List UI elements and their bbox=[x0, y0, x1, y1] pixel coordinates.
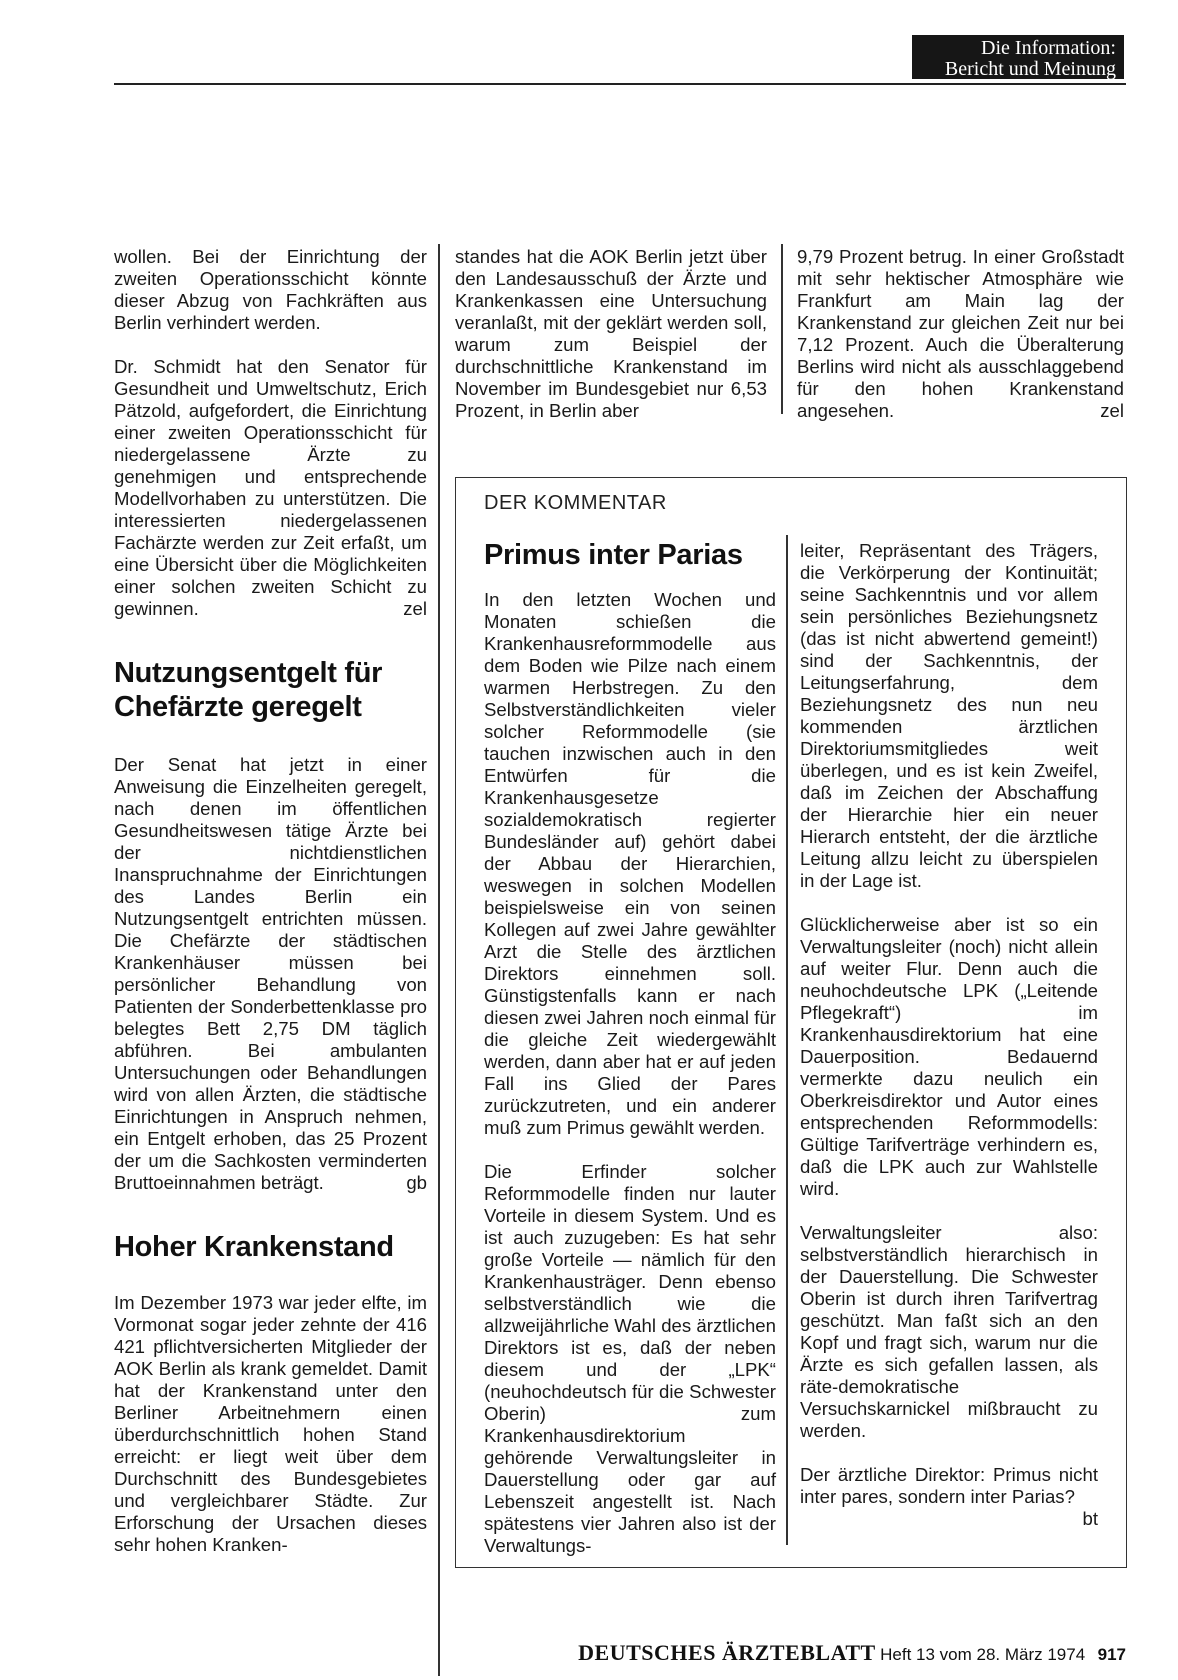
author-initials: bt bbox=[1082, 1508, 1098, 1529]
author-initials: gb bbox=[406, 1172, 427, 1193]
paragraph bbox=[800, 1464, 1098, 1529]
paragraph: standes hat die AOK Berlin jetzt über den Landesausschuß der Ärzte und Krankenkassen eine Untersuchung veranlaßt, mit der geklärt werden soll, warum zum Beispiel der durchschnittliche Krankenstand im November im Bundesgebiet nur 6,53 Prozent, in Berlin aber bbox=[455, 246, 767, 421]
section-badge-line2: Bericht und Meinung bbox=[944, 58, 1116, 80]
commentary-title: Primus inter Parias bbox=[484, 539, 743, 571]
paragraph bbox=[797, 246, 1124, 422]
page-footer bbox=[500, 1640, 1126, 1666]
column-divider bbox=[438, 244, 440, 1676]
page-number: 917 bbox=[1097, 1645, 1126, 1664]
commentary-right-column bbox=[800, 540, 1098, 1530]
paragraph: wollen. Bei der Einrichtung der zweiten Operationsschicht könnte dieser Abzug von Fachkräften aus Berlin verhindert werden. bbox=[114, 246, 427, 333]
column-2-top bbox=[455, 246, 767, 422]
paragraph: leiter, Repräsentant des Trägers, die Verkörperung der Kontinuität; seine Sachkenntnis und vor allem sein persönliches Beziehungsnetz (das ist nicht abwertend gemeint!) sind der Sachkenntnis, der Leitungserfahrung, dem Beziehungsnetz des nun neu kommenden ärztlichen Direktoriumsmitgliedes weit überlegen, und es ist kein Zweifel, daß im Zeichen der Abschaffung der Hierarchie hier ein neuer Hierarch entsteht, der die ärztliche Leitung allzu leicht zu überspielen in der Lage ist. bbox=[800, 540, 1098, 891]
author-initials: zel bbox=[403, 598, 427, 619]
commentary-kicker: DER KOMMENTAR bbox=[484, 492, 667, 514]
column-1 bbox=[114, 246, 427, 1556]
paragraph: Im Dezember 1973 war jeder elfte, im Vormonat sogar jeder zehnte der 416 421 pflichtversicherten Mitglieder der AOK Berlin als krank gemeldet. Damit hat der Krankenstand unter den Berliner Arbeitnehmern einen überdurchschnittlich hohen Stand erreicht: er liegt weit über dem Durchschnitt des Bundesgebietes und vergleichbarer Städte. Zur Erforschung der Ursachen dieses sehr hohen Kranken- bbox=[114, 1292, 427, 1555]
headline-line: Nutzungsentgelt für bbox=[114, 657, 383, 689]
paragraph: Verwaltungsleiter also: selbstverständlich hierarchisch in der Dauerstellung. Die Schwester Oberin ist durch ihren Tarifvertrag geschützt. Man faßt sich an den Kopf und fragt sich, warum nur die Ärzte es sich gefallen lassen, als räte-demokratische Versuchskarnickel mißbraucht zu werden. bbox=[800, 1222, 1098, 1441]
journal-name: DEUTSCHES ÄRZTEBLATT bbox=[578, 1640, 876, 1665]
article-headline: Hoher Krankenstand bbox=[114, 1231, 394, 1263]
commentary-left-column bbox=[484, 589, 776, 1557]
commentary-divider bbox=[786, 535, 788, 1545]
paragraph: In den letzten Wochen und Monaten schießen die Krankenhausreformmodelle aus dem Boden wie Pilze nach einem warmen Herbstregen. Zu den Selbstverständlichkeiten vieler solcher Reformmodelle (sie tauchen inzwischen auch in den Entwürfen für die Krankenhausgesetze sozialdemokratisch regierter Bundesländer auf) gehört dabei der Abbau der Hierarchien, weswegen in solchen Modellen beispielsweise ein von seinen Kollegen auf zwei Jahre gewählter Arzt die Stelle des ärztlichen Direktors einnehmen soll. Günstigstenfalls kann er nach diesen zwei Jahren noch einmal für die gleiche Zeit wiedergewählt werden, dann aber hat er auf jeden Fall ins Glied der Pares zurückzutreten, und ein anderer muß zum Primus gewählt werden. bbox=[484, 589, 776, 1138]
paragraph-text: Der Senat hat jetzt in einer Anweisung die Einzelheiten geregelt, nach denen im öffentlichen Gesundheitswesen tätige Ärzte bei der nichtdienstlichen Inanspruchnahme der Einrichtungen des Landes Berlin ein Nutzungsentgelt entrichten müssen. Die Chefärzte der städtischen Krankenhäuser müssen bei persönlicher Behandlung von Patienten der Sonderbettenklasse pro belegtes Bett 2,75 DM täglich abführen. Bei ambulanten Untersuchungen oder Behandlungen wird von allen Ärzten, die städtische Einrichtungen in Anspruch nehmen, ein Entgelt erhoben, das 25 Prozent der um die Sachkosten verminderten Bruttoeinnahmen beträgt. bbox=[114, 754, 427, 1193]
author-initials: zel bbox=[1100, 400, 1124, 421]
paragraph: Die Erfinder solcher Reformmodelle finden nur lauter Vorteile in diesem System. Und es ist auch zuzugeben: Es hat sehr große Vorteile — nämlich für den Krankenhausträger. Denn ebenso selbstverständlich wie die allzweijährliche Wahl des ärztlichen Direktors ist es, daß der neben diesem und der „LPK“ (neuhochdeutsch für die Schwester Oberin) zum Krankenhausdirektorium gehörende Verwaltungsleiter in Dauerstellung oder gar auf Lebenszeit angestellt ist. Nach spätestens vier Jahren also ist der Verwaltungs- bbox=[484, 1161, 776, 1556]
section-badge-line1: Die Information: bbox=[981, 37, 1116, 59]
column-3-top bbox=[797, 246, 1124, 422]
paragraph: Glücklicherweise aber ist so ein Verwaltungsleiter (noch) nicht allein auf weiter Flur. Denn auch die neuhochdeutsche LPK („Leitende Pflegekraft“) im Krankenhausdirektorium hat eine Dauerposition. Bedauernd vermerkte dazu neulich ein Oberkreisdirektor und Autor eines entsprechenden Reformmodells: Gültige Tarifverträge verhindern es, daß die LPK auch zur Wahlstelle wird. bbox=[800, 914, 1098, 1199]
paragraph-text: Dr. Schmidt hat den Senator für Gesundheit und Umweltschutz, Erich Pätzold, aufgefordert, die Einrichtung einer zweiten Operationsschicht für niedergelassene Ärzte zu genehmigen und entsprechende Modellvorhaben zu unterstützen. Die interessierten niedergelassenen Fachärzte werden zur Zeit erfaßt, um eine Übersicht über die Möglichkeiten einer solchen zweiten Schicht zu gewinnen. bbox=[114, 356, 427, 619]
column-divider bbox=[781, 244, 783, 414]
paragraph bbox=[114, 356, 427, 620]
paragraph-text: 9,79 Prozent betrug. In einer Großstadt mit sehr hektischer Atmosphäre wie Frankfurt am Main lag der Krankenstand zur gleichen Zeit nur bei 7,12 Prozent. Auch die Überalterung Berlins wird nicht als ausschlaggebend für den hohen Krankenstand angesehen. bbox=[797, 246, 1124, 421]
headline-line: Chefärzte geregelt bbox=[114, 691, 362, 723]
section-badge bbox=[912, 35, 1124, 79]
paragraph-text: Der ärztliche Direktor: Primus nicht inter pares, sondern inter Parias? bbox=[800, 1464, 1098, 1507]
issue-info: Heft 13 vom 28. März 1974 bbox=[880, 1645, 1086, 1664]
paragraph bbox=[114, 754, 427, 1194]
header-rule bbox=[114, 83, 1126, 85]
article-headline bbox=[114, 656, 427, 724]
